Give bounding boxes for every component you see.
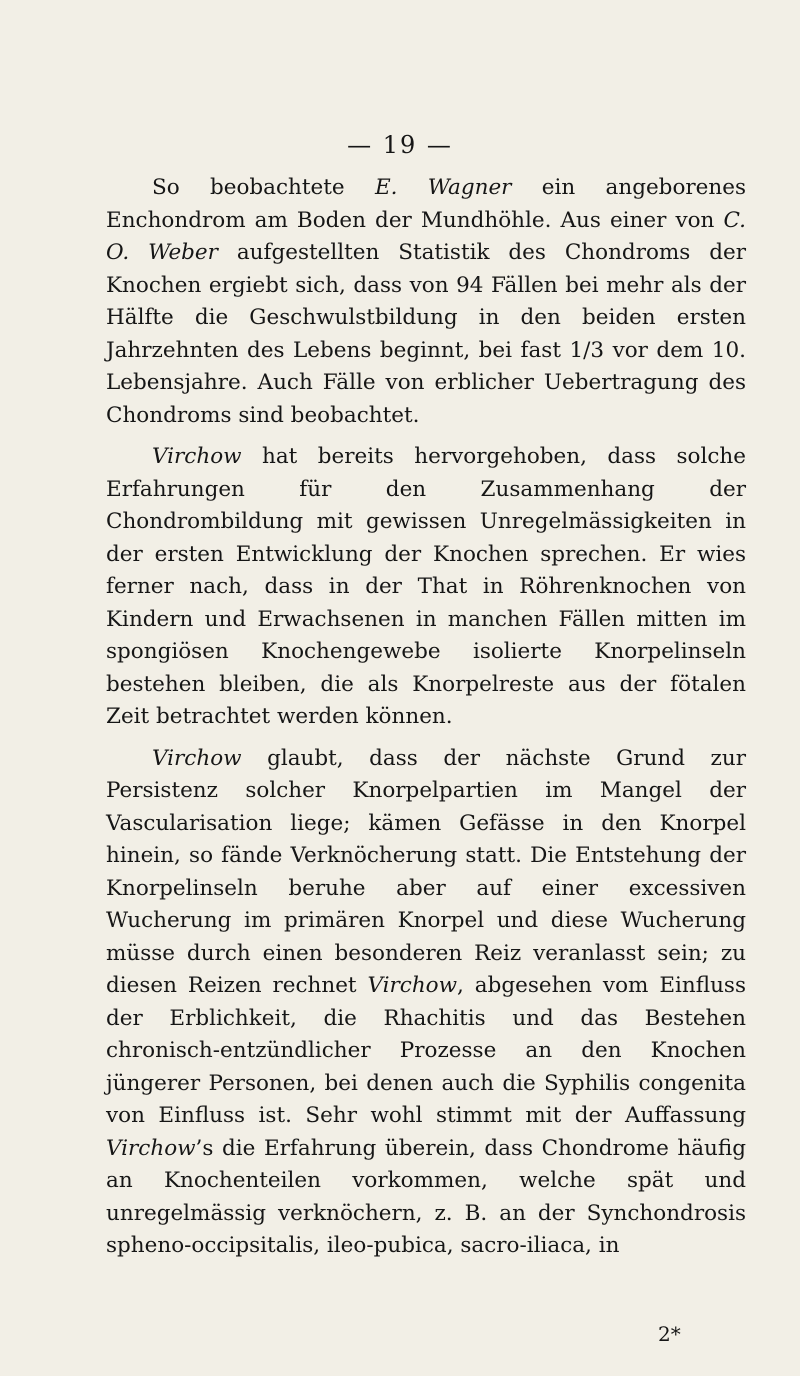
author-name-virchow: Virchow: [367, 973, 458, 998]
page-number: — 19 —: [347, 131, 453, 159]
body-text: [106, 172, 746, 1263]
text-run: So beobachtete: [152, 175, 375, 200]
text-run: hat bereits hervorgehoben, dass solche Erfahrungen für den Zusammenhang der Chondrombildung mit gewissen Unregelmässigkeiten in der ersten Entwicklung der Knochen sprechen. Er wies ferner nach, dass in der That in Röhrenknochen von Kindern und Erwachsenen in manchen Fällen mitten im spongiösen Knochengewebe isolierte Knorpelinseln bestehen bleiben, die als Knorpelreste aus der fötalen Zeit betrachtet werden können.: [106, 444, 746, 729]
author-name-virchow: Virchow: [106, 1135, 196, 1161]
signature-mark: 2*: [658, 1322, 681, 1346]
author-name-wagner: E. Wagner: [374, 175, 512, 200]
author-name-virchow: Virchow: [152, 444, 242, 469]
author-name-weber: C. O. Weber: [106, 207, 746, 265]
text-run: ein angeborenes Enchondrom am Boden der Mundhöhle. Aus einer von: [106, 175, 746, 233]
paragraph-1: [106, 172, 746, 432]
text-run: aufgestellten Statistik des Chondroms der Knochen ergiebt sich, dass von 94 Fällen bei mehr als der Hälfte die Geschwulstbildung in den beiden ersten Jahrzehnten des Lebens beginnt, bei fast 1/3 vor dem 10. Lebensjahre. Auch Fälle von erblicher Uebertragung des Chondroms sind beobachtet.: [106, 240, 747, 428]
author-name-virchow: Virchow: [152, 745, 242, 771]
paragraph-2: [106, 441, 746, 734]
text-run: glaubt, dass der nächste Grund zur Persistenz solcher Knorpelpartien im Mangel der Vascularisation liege; kämen Gefässe in den Knorpel hinein, so fände Verknöcherung statt. Die Entstehung der Knorpelinseln beruhe aber auf einer excessiven Wucherung im primären Knorpel und diese Wucherung müsse durch einen besonderen Reiz veranlasst sein; zu diesen Reizen rechnet: [106, 745, 746, 998]
paragraph-3: [106, 743, 746, 1263]
text-run: , abgesehen vom Einfluss der Erblichkeit, die Rhachitis und das Bestehen chronisch-entzündlicher Prozesse an den Knochen jüngerer Personen, bei denen auch die Syphilis congenita von Einfluss ist. Sehr wohl stimmt mit der Auffassung: [106, 973, 746, 1128]
text-run: ’s die Erfahrung überein, dass Chondrome häufig an Knochenteilen vorkommen, welche spät und unregelmässig verknöchern, z. B. an der Synchondrosis spheno-occipsitalis, ileo-pubica, sacro-iliaca, in: [106, 1135, 746, 1258]
